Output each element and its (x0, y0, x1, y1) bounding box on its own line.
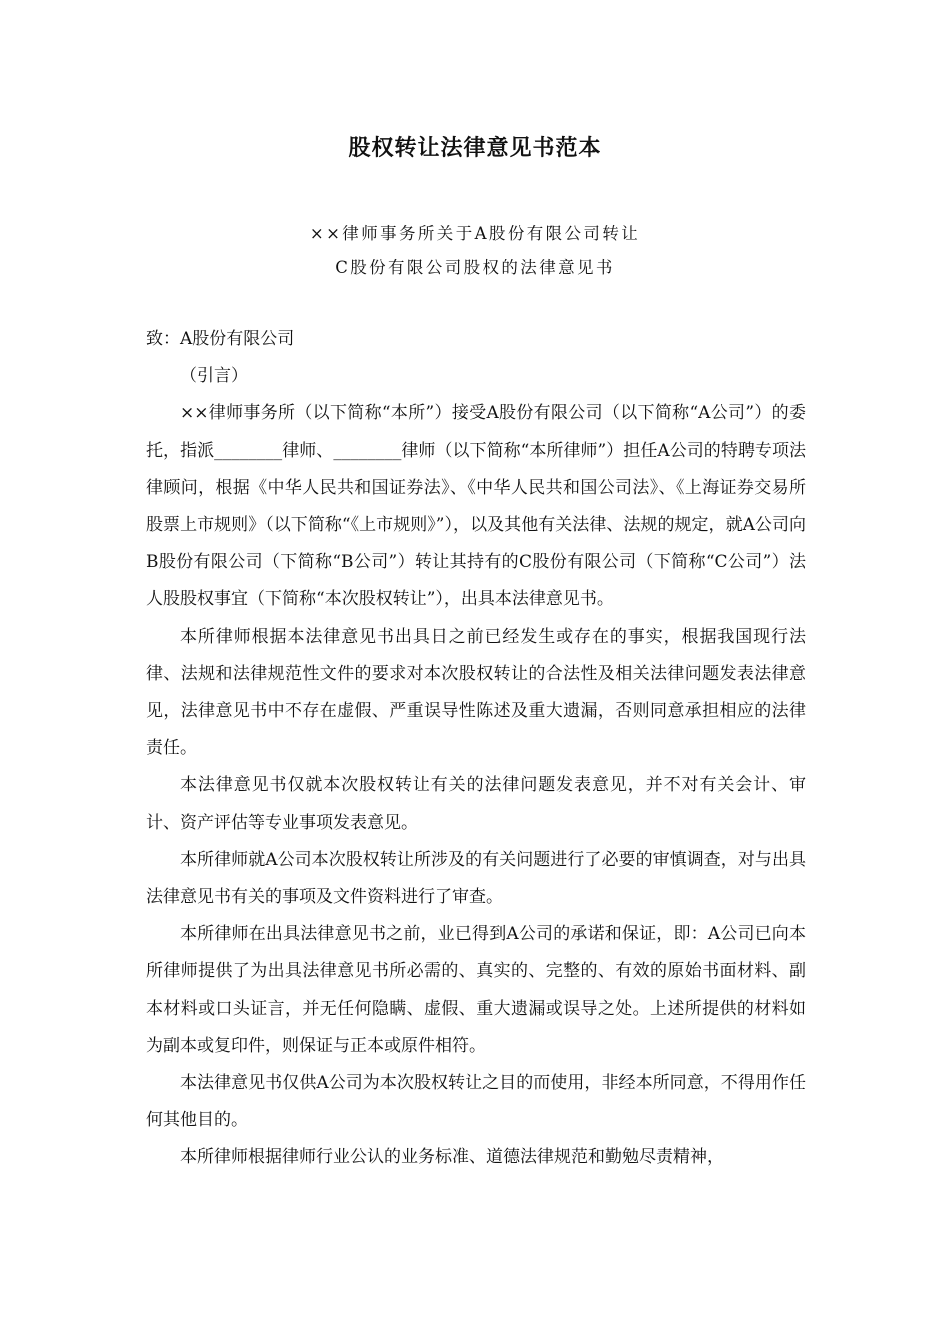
paragraph-usage: 本法律意见书仅供A公司为本次股权转让之目的而使用，非经本所同意，不得用作任何其他目的。 (146, 1073, 806, 1131)
paragraph-basis: 本所律师根据本法律意见书出具日之前已经发生或存在的事实，根据我国现行法律、法规和法律规范性文件的要求对本次股权转让的合法性及相关法律问题发表法律意见，法律意见书中不存在虚假、严重误导性陈述及重大遗漏，否则同意承担相应的法律责任。 (146, 626, 806, 759)
document-subtitle-line-1: ××律师事务所关于A股份有限公司转让 (309, 224, 641, 243)
document-subtitle-line-2: C股份有限公司股权的法律意见书 (335, 258, 615, 277)
paragraph-standards: 本所律师根据律师行业公认的业务标准、道德法律规范和勤勉尽责精神， (180, 1147, 724, 1168)
paragraph-scope: 本法律意见书仅就本次股权转让有关的法律问题发表意见，并不对有关会计、审计、资产评估等专业事项发表意见。 (146, 775, 806, 833)
paragraph-engagement: ××律师事务所（以下简称“本所”）接受A股份有限公司（以下简称“A公司”）的委托，指派________律师、________律师（以下简称“本所律师”）担任A公司的特聘专项法律顾问，根据《中华人民共和国证券法》、《中华人民共和国公司法》、《上海证券交易所股票上市规则》（以下简称“《上市规则》”），以及其他有关法律、法规的规定，就A公司向B股份有限公司（下简称“B公司”）转让其持有的C股份有限公司（下简称“C公司”）法人股股权事宜（下简称“本次股权转让”），出具本法律意见书。 (146, 403, 806, 610)
document-title: 股权转让法律意见书范本 (348, 136, 602, 161)
introduction-heading: （引言） (180, 366, 248, 387)
document-body (146, 321, 806, 1177)
addressee-line: 致：A股份有限公司 (146, 329, 295, 349)
paragraph-investigation: 本所律师就A公司本次股权转让所涉及的有关问题进行了必要的审慎调查，对与出具法律意见书有关的事项及文件资料进行了审查。 (146, 849, 806, 908)
paragraph-assurance: 本所律师在出具法律意见书之前，业已得到A公司的承诺和保证，即：A公司已向本所律师提供了为出具法律意见书所必需的、真实的、完整的、有效的原始书面材料、副本材料或口头证言，并无任何隐瞒、虚假、重大遗漏或误导之处。上述所提供的材料如为副本或复印件，则保证与正本或原件相符。 (146, 924, 806, 1056)
